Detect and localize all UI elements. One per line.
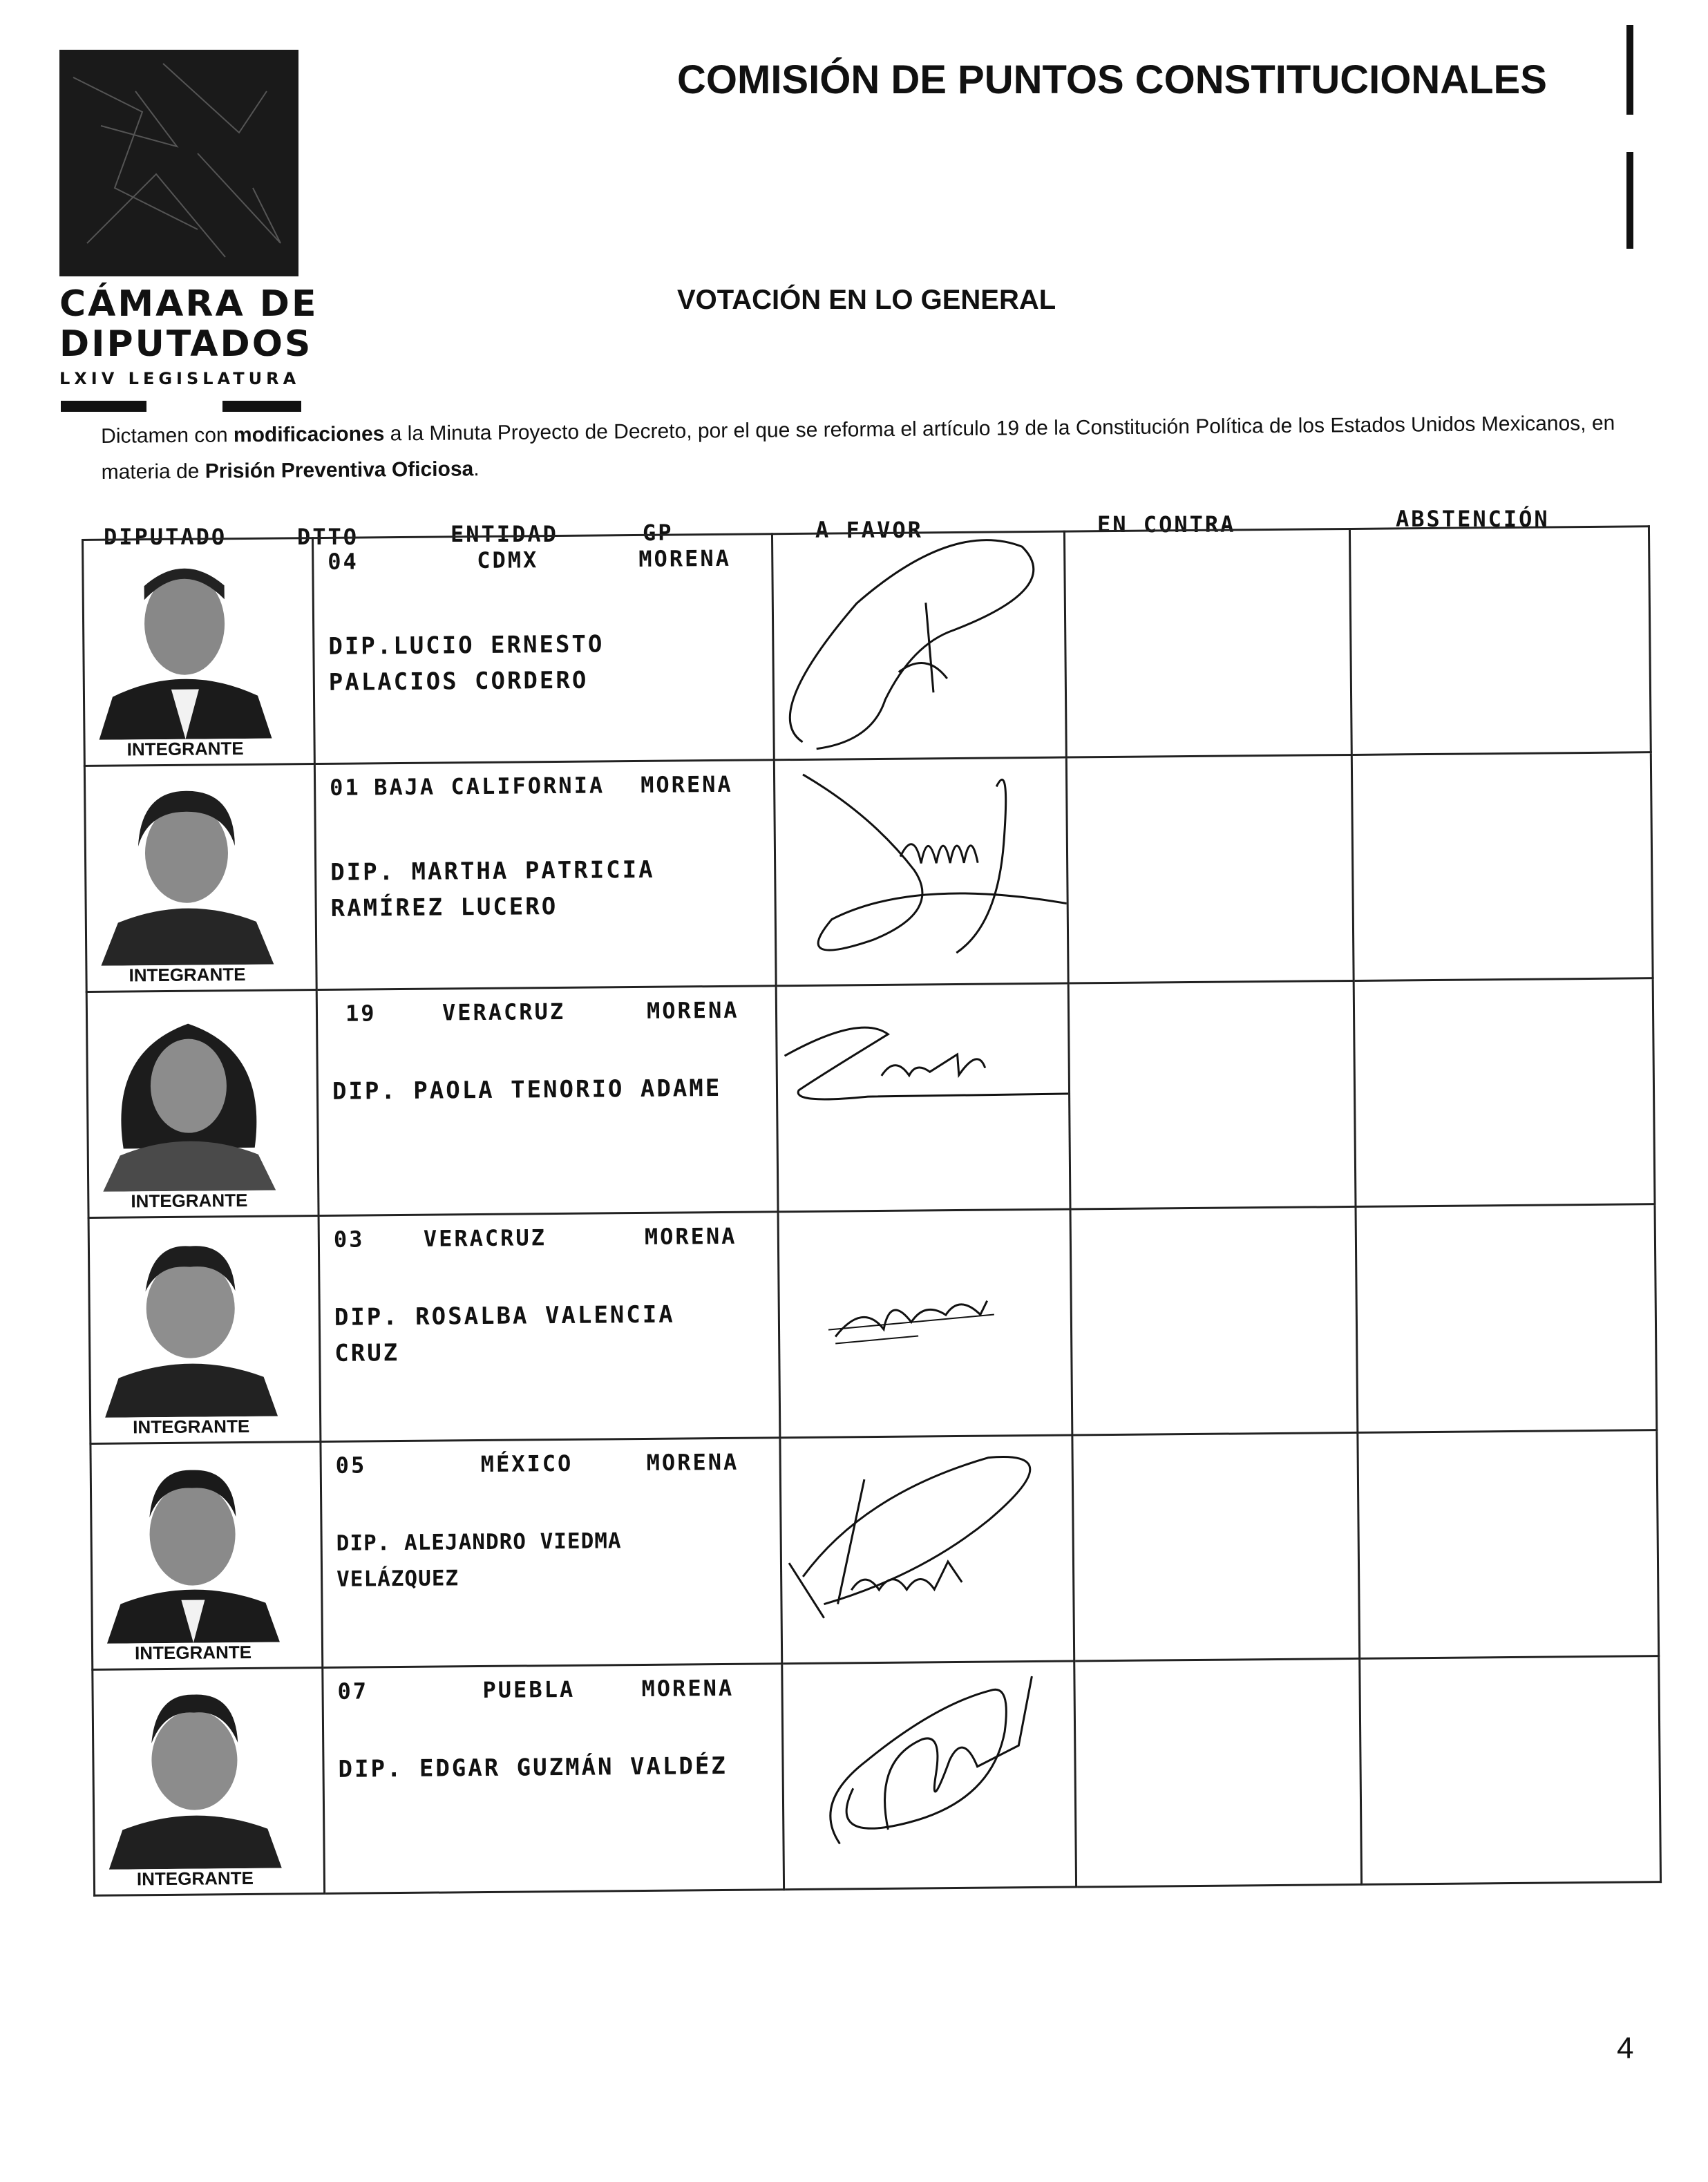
favor-cell [776, 983, 1070, 1212]
photo-cell [83, 538, 315, 766]
document-title: COMISIÓN DE PUNTOS CONSTITUCIONALES [677, 57, 1547, 102]
col-dtto: DTTO [297, 524, 359, 550]
contra-cell [1074, 1658, 1362, 1887]
margin-bar-mid [1626, 152, 1633, 249]
deputy-gp: MORENA [641, 1674, 734, 1702]
table-row [83, 526, 1651, 766]
favor-cell [774, 757, 1068, 986]
abstencion-cell [1358, 1430, 1659, 1659]
signature [775, 759, 1068, 985]
abstencion-cell [1349, 526, 1651, 755]
table-row [91, 1430, 1659, 1670]
deputy-photo [102, 1009, 276, 1192]
deputy-entidad: CDMX [477, 547, 539, 574]
info-cell [321, 1438, 782, 1668]
page-number: 4 [1617, 2031, 1634, 2065]
table-row [84, 752, 1653, 992]
favor-cell [780, 1435, 1074, 1664]
info-cell [316, 986, 778, 1216]
deputy-role: INTEGRANTE [129, 963, 246, 986]
abstencion-cell [1360, 1656, 1661, 1885]
deputy-photo [106, 1461, 280, 1644]
table-row [93, 1656, 1661, 1896]
info-cell [313, 534, 775, 764]
signature [781, 1436, 1073, 1663]
margin-bar-top [1626, 25, 1633, 115]
deputy-photo [97, 558, 272, 740]
table-row [86, 978, 1655, 1218]
deputy-photo [99, 784, 274, 966]
info-cell [314, 760, 776, 990]
deputy-name: DIP.LUCIO ERNESTO PALACIOS CORDERO [328, 630, 605, 696]
deputy-name: DIP. ROSALBA VALENCIA CRUZ [334, 1300, 675, 1367]
deputy-gp: MORENA [644, 1222, 737, 1250]
vote-table [82, 525, 1662, 1897]
signature [779, 1211, 1072, 1437]
deputy-entidad: VERACRUZ [423, 1224, 547, 1252]
abstencion-cell [1354, 978, 1655, 1207]
contra-cell [1064, 529, 1351, 757]
deputy-dtto: 03 [333, 1226, 365, 1253]
deputy-name: DIP. PAOLA TENORIO ADAME [332, 1074, 722, 1106]
favor-cell [772, 531, 1066, 760]
org-legislature: LXIV LEGISLATURA [59, 369, 301, 388]
deputy-role: INTEGRANTE [133, 1415, 250, 1438]
logo-bar-right [222, 401, 301, 412]
contra-cell [1070, 1206, 1358, 1435]
contra-cell [1068, 980, 1356, 1209]
org-name-line2: DIPUTADOS [59, 323, 313, 365]
deputy-gp: MORENA [646, 1448, 739, 1476]
signature [783, 1662, 1075, 1889]
deputy-photo [108, 1687, 282, 1870]
deputy-role: INTEGRANTE [134, 1641, 252, 1664]
favor-cell [778, 1209, 1072, 1438]
table-row [88, 1204, 1657, 1444]
col-entidad: ENTIDAD [450, 521, 558, 547]
deputy-entidad: MÉXICO [480, 1450, 573, 1478]
col-gp: GP [643, 520, 674, 546]
photo-cell [88, 1216, 321, 1444]
col-diputado: DIPUTADO [104, 524, 227, 550]
favor-cell [782, 1661, 1076, 1890]
photo-cell [91, 1442, 323, 1670]
col-favor: A FAVOR [815, 517, 923, 543]
photo-cell [86, 990, 319, 1218]
signature [773, 533, 1065, 759]
deputy-name: DIP. MARTHA PATRICIA RAMÍREZ LUCERO [330, 855, 655, 922]
col-contra: EN CONTRA [1097, 511, 1236, 538]
deputy-dtto: 04 [328, 548, 359, 575]
logo-bar-left [61, 401, 146, 412]
contra-cell [1066, 755, 1354, 983]
deputy-gp: MORENA [646, 996, 739, 1024]
deputy-entidad: BAJA CALIFORNIA [373, 772, 605, 801]
deputy-role: INTEGRANTE [136, 1867, 254, 1890]
deputy-role: INTEGRANTE [131, 1189, 248, 1212]
deputy-photo [104, 1235, 278, 1418]
abstencion-cell [1351, 752, 1653, 981]
intro-paragraph: Dictamen con modificaciones a la Minuta Proyecto de Decreto, por el que se reforma el artículo 19 de la Constitución Política de los Estados Unidos Mexicanos, en materia de Prisión Preventiva Oficiosa. [101, 411, 1615, 484]
deputy-dtto: 07 [337, 1678, 369, 1705]
deputy-role: INTEGRANTE [126, 737, 244, 760]
document-subtitle: VOTACIÓN EN LO GENERAL [677, 285, 1056, 315]
abstencion-cell [1356, 1204, 1657, 1433]
deputy-entidad: PUEBLA [482, 1676, 576, 1703]
deputy-name: DIP. EDGAR GUZMÁN VALDÉZ [338, 1752, 728, 1783]
photo-cell [84, 764, 316, 992]
deputy-gp: MORENA [640, 770, 733, 798]
deputy-dtto: 01 [329, 774, 361, 801]
deputy-name: DIP. ALEJANDRO VIEDMA VELÁZQUEZ [336, 1528, 622, 1592]
photo-cell [93, 1668, 325, 1896]
chamber-logo [59, 50, 298, 276]
org-name-line1: CÁMARA DE [59, 283, 319, 325]
info-cell [319, 1212, 780, 1442]
col-abstencion: ABSTENCIÓN [1396, 506, 1550, 532]
deputy-dtto: 19 [345, 1000, 377, 1027]
deputy-dtto: 05 [335, 1452, 367, 1479]
signature [777, 985, 1070, 1211]
deputy-gp: MORENA [638, 544, 732, 572]
info-cell [323, 1664, 784, 1894]
contra-cell [1072, 1432, 1360, 1661]
deputy-entidad: VERACRUZ [442, 998, 566, 1026]
